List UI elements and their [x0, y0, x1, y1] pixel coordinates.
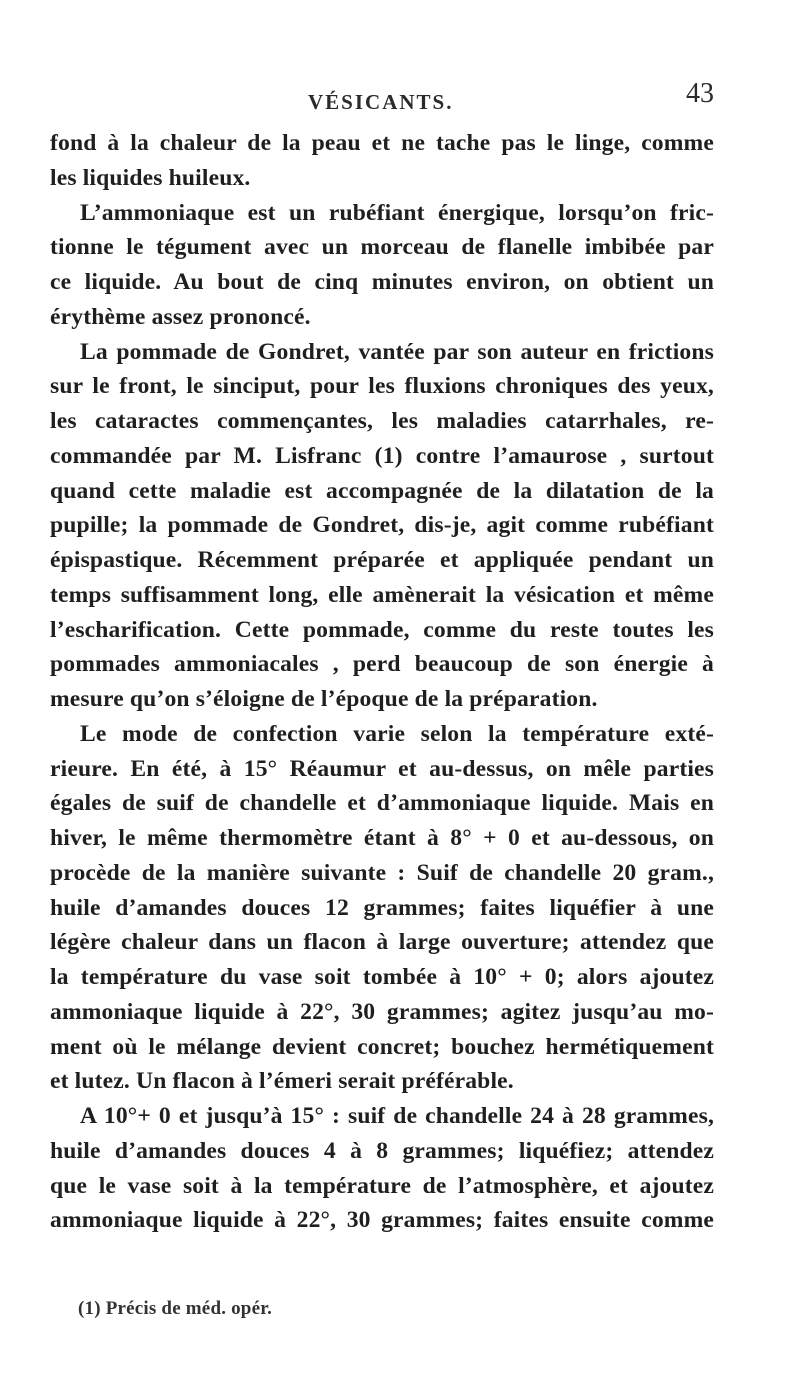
text-line: les cataractes commençantes, les maladies catarrhales, re-	[50, 408, 714, 434]
text-line: ment où le mélange devient concret; bouchez hermétiquement	[50, 1033, 714, 1060]
text-line: mesure qu’on s’éloigne de l’époque de la préparation.	[50, 686, 598, 712]
text-line: pommades ammoniacales , perd beaucoup de son énergie à	[50, 651, 714, 678]
text-line: hiver, le même thermomètre étant à 8° + 0 et au-dessous, on	[50, 825, 714, 851]
text-line: sur le front, le sinciput, pour les fluxions chroniques des yeux,	[50, 373, 714, 400]
text-line: ammoniaque liquide à 22°, 30 grammes; faites ensuite comme	[50, 1207, 714, 1234]
text-line: fond à la chaleur de la peau et ne tache pas le linge, comme	[50, 130, 714, 156]
body-text	[50, 126, 714, 1238]
text-line: ce liquide. Au bout de cinq minutes environ, on obtient un	[50, 269, 714, 295]
text-line: La pommade de Gondret, vantée par son auteur en frictions	[80, 338, 714, 365]
text-line: l’escharification. Cette pommade, comme du reste toutes les	[50, 616, 714, 643]
text-line: commandée par M. Lisfranc (1) contre l’amaurose , surtout	[50, 442, 714, 469]
text-line: quand cette maladie est accompagnée de la dilatation de la	[50, 477, 714, 504]
text-line: tionne le tégument avec un morceau de flanelle imbibée par	[50, 234, 714, 261]
text-line: épispastique. Récemment préparée et appliquée pendant un	[50, 547, 714, 573]
text-line: érythème assez prononcé.	[50, 303, 311, 330]
text-line: Le mode de confection varie selon la température exté-	[80, 720, 714, 747]
text-line: égales de suif de chandelle et d’ammoniaque liquide. Mais en	[50, 790, 714, 817]
footnote: (1) Précis de méd. opér.	[78, 1298, 273, 1319]
text-line: temps suffisamment long, elle amènerait la vésication et même	[50, 581, 714, 608]
running-head	[50, 78, 714, 122]
text-line: ammoniaque liquide à 22°, 30 grammes; agitez jusqu’au mo-	[50, 998, 714, 1025]
running-title: VÉSICANTS.	[308, 90, 454, 114]
text-line: procède de la manière suivante : Suif de chandelle 20 gram.,	[50, 859, 714, 886]
page-number: 43	[686, 78, 714, 109]
text-line: légère chaleur dans un flacon à large ouverture; attendez que	[50, 929, 714, 956]
text-line: les liquides huileux.	[50, 164, 251, 191]
text-line: huile d’amandes douces 4 à 8 grammes; liquéfiez; attendez	[50, 1137, 714, 1164]
text-line: rieure. En été, à 15° Réaumur et au-dessus, on mêle parties	[50, 755, 714, 782]
text-line: pupille; la pommade de Gondret, dis-je, agit comme rubéfiant	[50, 512, 714, 539]
text-line: et lutez. Un flacon à l’émeri serait préférable.	[50, 1068, 514, 1095]
text-line: la température du vase soit tombée à 10° + 0; alors ajoutez	[50, 964, 714, 990]
text-line: que le vase soit à la température de l’atmosphère, et ajoutez	[50, 1172, 714, 1199]
text-line: L’ammoniaque est un rubéfiant énergique, lorsqu’on fric-	[80, 199, 714, 226]
text-line: A 10°+ 0 et jusqu’à 15° : suif de chandelle 24 à 28 grammes,	[80, 1103, 714, 1129]
text-line: huile d’amandes douces 12 grammes; faites liquéfier à une	[50, 894, 714, 921]
